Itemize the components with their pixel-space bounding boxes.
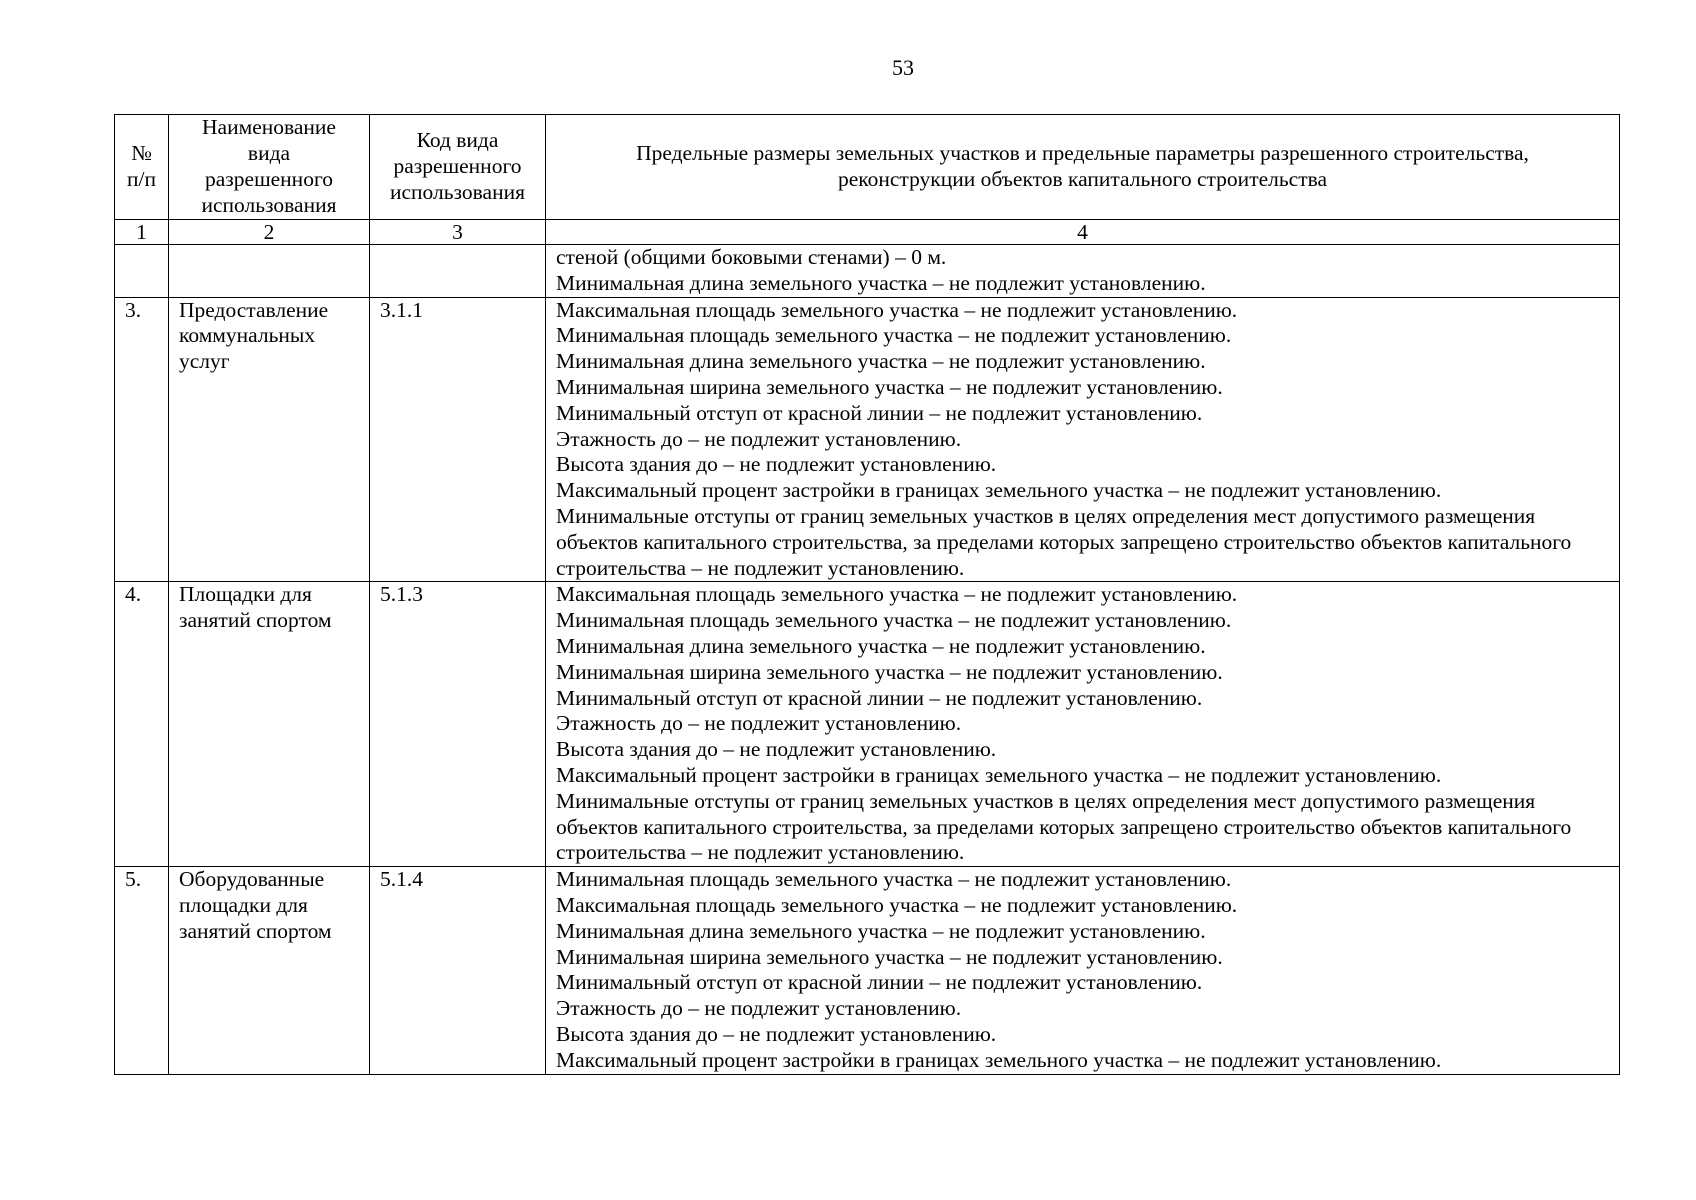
- cell-index: 3.: [115, 297, 169, 582]
- parameter-line: Высота здания до – не подлежит установлению.: [556, 737, 997, 762]
- cell-code: 5.1.3: [370, 582, 546, 867]
- cell-index: 5.: [115, 867, 169, 1074]
- parameter-line: Высота здания до – не подлежит установлению.: [556, 452, 997, 477]
- cell-index: 4.: [115, 582, 169, 867]
- parameter-line: Минимальная площадь земельного участка – не подлежит установлению.: [556, 867, 1232, 892]
- cell-parameters: [546, 867, 1620, 1074]
- parameter-line: Высота здания до – не подлежит установлению.: [556, 1021, 997, 1046]
- column-number: 3: [370, 220, 546, 245]
- page-number: 53: [892, 55, 914, 80]
- cell-parameters: [546, 297, 1620, 582]
- table-row: [115, 297, 1620, 582]
- parameter-line: Этажность до – не подлежит установлению.: [556, 426, 962, 451]
- parameter-line: Минимальные отступы от границ земельных участков в целях определения мест допустимого размещения объектов капитального строительства, за пределами которых запрещено строительство объектов капитального строительства – не подлежит установлению.: [556, 788, 1572, 865]
- parameter-line: Максимальный процент застройки в границах земельного участка – не подлежит установлению.: [556, 762, 1442, 787]
- parameter-line: Этажность до – не подлежит установлению.: [556, 711, 962, 736]
- table-row-continuation: [115, 245, 1620, 298]
- header-parameters: Предельные размеры земельных участков и предельные параметры разрешенного строительства, реконструкции объектов капитального строительства: [546, 115, 1620, 220]
- parameter-line: Максимальная площадь земельного участка – не подлежит установлению.: [556, 892, 1238, 917]
- cell-code: 3.1.1: [370, 297, 546, 582]
- parameter-line: Минимальные отступы от границ земельных участков в целях определения мест допустимого размещения объектов капитального строительства, за пределами которых запрещено строительство объектов капитального строительства – не подлежит установлению.: [556, 503, 1572, 580]
- parameter-line: стеной (общими боковыми стенами) – 0 м.: [556, 245, 947, 269]
- parameter-line: Минимальная длина земельного участка – не подлежит установлению.: [556, 270, 1206, 295]
- cell-name: Площадки для занятий спортом: [169, 582, 370, 867]
- column-number: 1: [115, 220, 169, 245]
- header-use-name: Наименование вида разрешенного использования: [169, 115, 370, 220]
- table-row: [115, 867, 1620, 1074]
- parameter-line: Минимальная ширина земельного участка – не подлежит установлению.: [556, 374, 1223, 399]
- parameter-line: Максимальный процент застройки в границах земельного участка – не подлежит установлению.: [556, 1047, 1442, 1072]
- parameter-line: Этажность до – не подлежит установлению.: [556, 996, 962, 1021]
- parameter-line: Минимальный отступ от красной линии – не подлежит установлению.: [556, 970, 1203, 995]
- parameter-line: Максимальная площадь земельного участка – не подлежит установлению.: [556, 297, 1238, 322]
- column-number-row: [115, 220, 1620, 245]
- table-header: [115, 115, 1620, 245]
- cell-name: Предоставление коммунальных услуг: [169, 297, 370, 582]
- header-number: № п/п: [115, 115, 169, 220]
- cell-name: [169, 245, 370, 298]
- parameter-line: Минимальный отступ от красной линии – не подлежит установлению.: [556, 685, 1203, 710]
- column-number: 4: [546, 220, 1620, 245]
- cell-code: 5.1.4: [370, 867, 546, 1074]
- cell-name: Оборудованные площадки для занятий спортом: [169, 867, 370, 1074]
- parameter-line: Минимальный отступ от красной линии – не подлежит установлению.: [556, 400, 1203, 425]
- table-row: [115, 582, 1620, 867]
- parameter-line: Минимальная площадь земельного участка – не подлежит установлению.: [556, 323, 1232, 348]
- parameter-line: Максимальная площадь земельного участка – не подлежит установлению.: [556, 582, 1238, 607]
- cell-code: [370, 245, 546, 298]
- header-use-code: Код вида разрешенного использования: [370, 115, 546, 220]
- parameter-line: Минимальная длина земельного участка – не подлежит установлению.: [556, 633, 1206, 658]
- column-number: 2: [169, 220, 370, 245]
- cell-parameters: [546, 582, 1620, 867]
- parameter-line: Минимальная ширина земельного участка – не подлежит установлению.: [556, 944, 1223, 969]
- cell-index: [115, 245, 169, 298]
- parameter-line: Минимальная длина земельного участка – не подлежит установлению.: [556, 349, 1206, 374]
- parameter-line: Минимальная ширина земельного участка – не подлежит установлению.: [556, 659, 1223, 684]
- parameter-line: Минимальная площадь земельного участка – не подлежит установлению.: [556, 608, 1232, 633]
- cell-parameters: [546, 245, 1620, 298]
- regulations-table: [114, 114, 1620, 1075]
- parameter-line: Максимальный процент застройки в границах земельного участка – не подлежит установлению.: [556, 478, 1442, 503]
- parameter-line: Минимальная длина земельного участка – не подлежит установлению.: [556, 918, 1206, 943]
